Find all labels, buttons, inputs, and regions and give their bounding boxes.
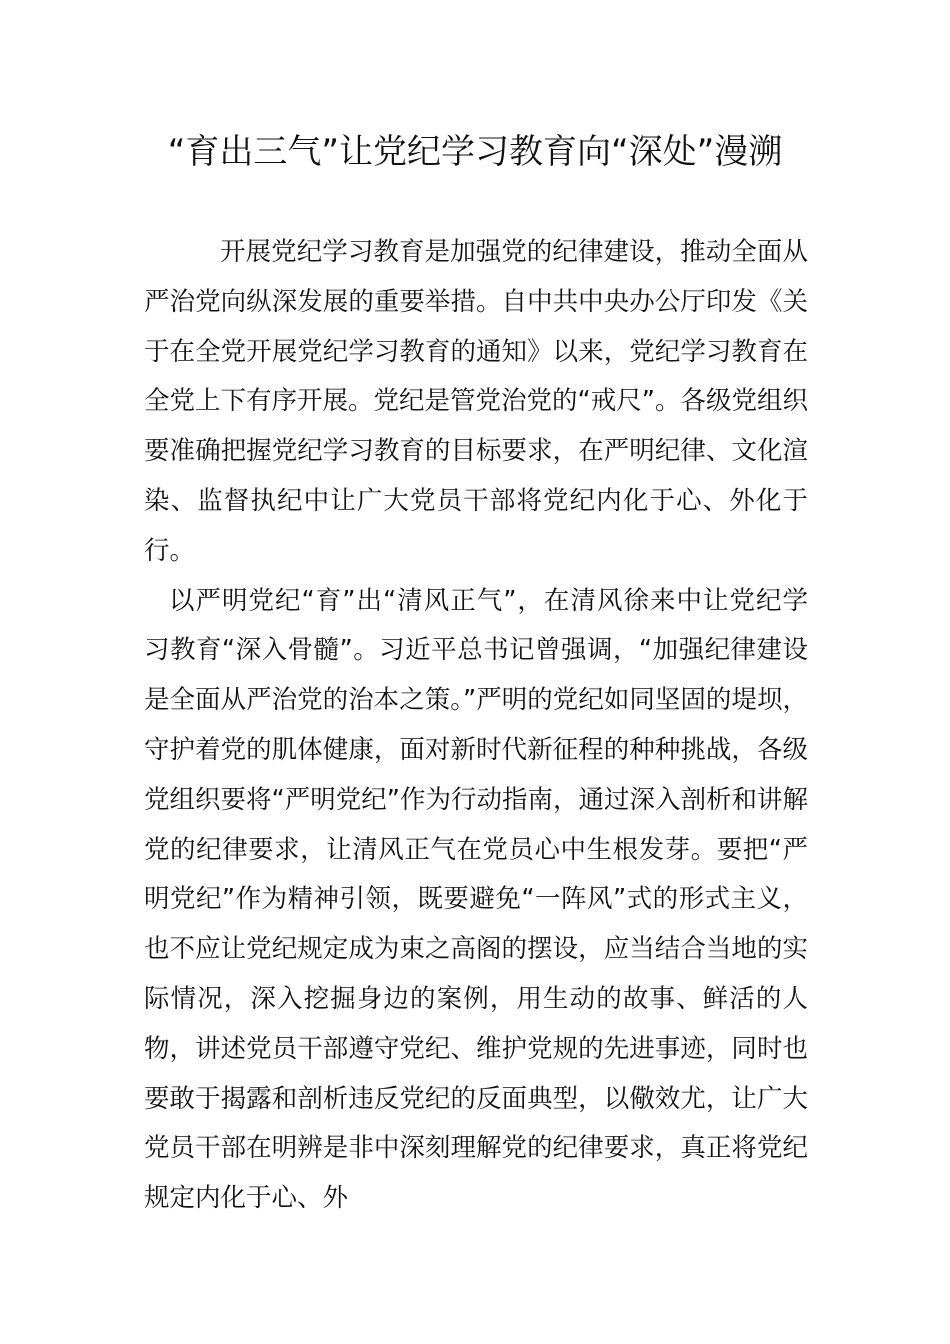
document-body <box>144 228 808 1224</box>
paragraph: 以严明党纪“育”出“清风正气”，在清风徐来中让党纪学习教育“深入骨髓”。习近平总书记曾强调，“加强纪律建设是全面从严治党的治本之策。”严明的党纪如同坚固的堤坝，守护着党的肌体健康，面对新时代新征程的种种挑战，各级党组织要将“严明党纪”作为行动指南，通过深入剖析和讲解党的纪律要求，让清风正气在党员心中生根发芽。要把“严明党纪”作为精神引领，既要避免“一阵风”式的形式主义，也不应让党纪规定成为束之高阁的摆设，应当结合当地的实际情况，深入挖掘身边的案例，用生动的故事、鲜活的人物，讲述党员干部遵守党纪、维护党规的先进事迹，同时也要敢于揭露和剖析违反党纪的反面典型，以儆效尤，让广大党员干部在明辨是非中深刻理解党的纪律要求，真正将党纪规定内化于心、外 <box>144 585 808 1214</box>
document-title: “育出三气”让党纪学习教育向“深处”漫溯 <box>167 132 783 172</box>
paragraph: 开展党纪学习教育是加强党的纪律建设，推动全面从严治党向纵深发展的重要举措。自中共中央办公厅印发《关于在全党开展党纪学习教育的通知》以来，党纪学习教育在全党上下有序开展。党纪是管党治党的“戒尺”。各级党组织要准确把握党纪学习教育的目标要求，在严明纪律、文化渲染、监督执纪中让广大党员干部将党纪内化于心、外化于行。 <box>144 237 808 566</box>
